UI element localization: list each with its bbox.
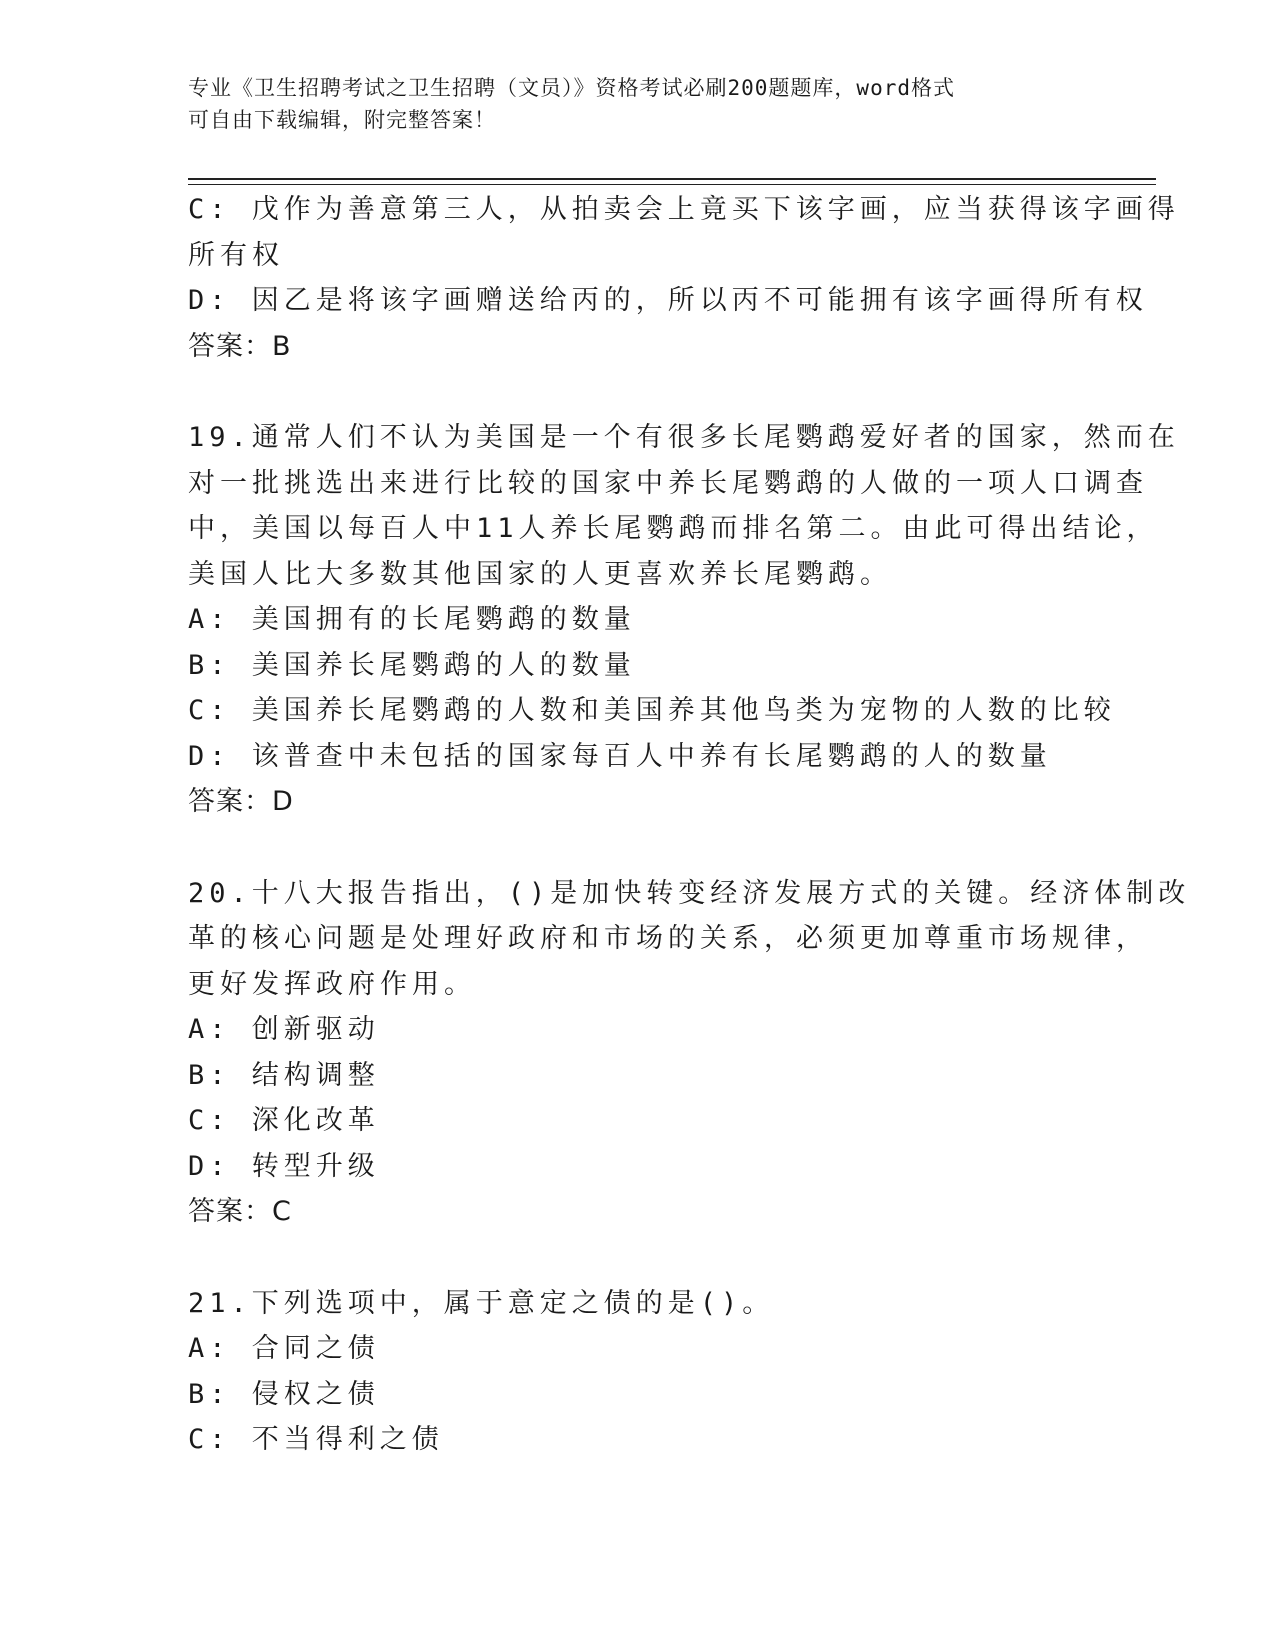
question-18-tail <box>188 187 1180 369</box>
header-divider-thick <box>188 178 1156 180</box>
option-a: A: 美国拥有的长尾鹦鹉的数量 <box>188 604 636 635</box>
option-b: B: 结构调整 <box>188 1059 380 1091</box>
question-21 <box>188 1281 1088 1463</box>
option-d: D: 因乙是将该字画赠送给丙的，所以丙不可能拥有该字画得所有权 <box>188 285 1148 316</box>
question-20 <box>188 871 1191 1235</box>
document-header <box>188 72 1068 136</box>
option-c-line-1: C: 戊作为善意第三人，从拍卖会上竟买下该字画，应当获得该字画得 <box>188 194 1180 225</box>
spacer <box>188 825 1088 871</box>
option-a: A: 创新驱动 <box>188 1014 380 1045</box>
answer: 答案：B <box>188 330 292 362</box>
question-stem-line-1: 21.下列选项中，属于意定之债的是()。 <box>188 1287 775 1319</box>
question-stem-line-1: 20.十八大报告指出，()是加快转变经济发展方式的关键。经济体制改 <box>188 877 1191 909</box>
option-c-line-2: 所有权 <box>188 239 284 271</box>
question-stem-line-1: 19.通常人们不认为美国是一个有很多长尾鹦鹉爱好者的国家，然而在 <box>188 422 1180 453</box>
option-d: D: 该普查中未包括的国家每百人中养有长尾鹦鹉的人的数量 <box>188 740 1052 772</box>
option-b: B: 美国养长尾鹦鹉的人的数量 <box>188 649 636 681</box>
spacer <box>188 1235 1088 1281</box>
question-stem-line-4: 美国人比大多数其他国家的人更喜欢养长尾鹦鹉。 <box>188 558 892 590</box>
question-19 <box>188 415 1180 825</box>
document-body <box>188 187 1191 1463</box>
header-line-1: 专业《卫生招聘考试之卫生招聘（文员）》资格考试必刷200题题库，word格式 <box>188 76 955 100</box>
answer: 答案：D <box>188 786 294 817</box>
option-c: C: 美国养长尾鹦鹉的人数和美国养其他鸟类为宠物的人数的比较 <box>188 695 1116 726</box>
header-line-2: 可自由下载编辑，附完整答案！ <box>188 108 496 132</box>
spacer <box>188 369 1088 415</box>
option-a: A: 合同之债 <box>188 1333 380 1364</box>
question-stem-line-2: 对一批挑选出来进行比较的国家中养长尾鹦鹉的人做的一项人口调查 <box>188 467 1148 499</box>
question-stem-line-3: 更好发挥政府作用。 <box>188 968 476 1000</box>
option-c: C: 不当得利之债 <box>188 1424 444 1455</box>
question-stem-line-3: 中，美国以每百人中11人养长尾鹦鹉而排名第二。由此可得出结论， <box>188 513 1159 544</box>
header-divider-thin <box>188 184 1156 185</box>
option-b: B: 侵权之债 <box>188 1378 380 1410</box>
question-stem-line-2: 革的核心问题是处理好政府和市场的关系，必须更加尊重市场规律， <box>188 923 1148 954</box>
option-c: C: 深化改革 <box>188 1105 380 1136</box>
option-d: D: 转型升级 <box>188 1150 380 1182</box>
answer: 答案：C <box>188 1196 292 1227</box>
